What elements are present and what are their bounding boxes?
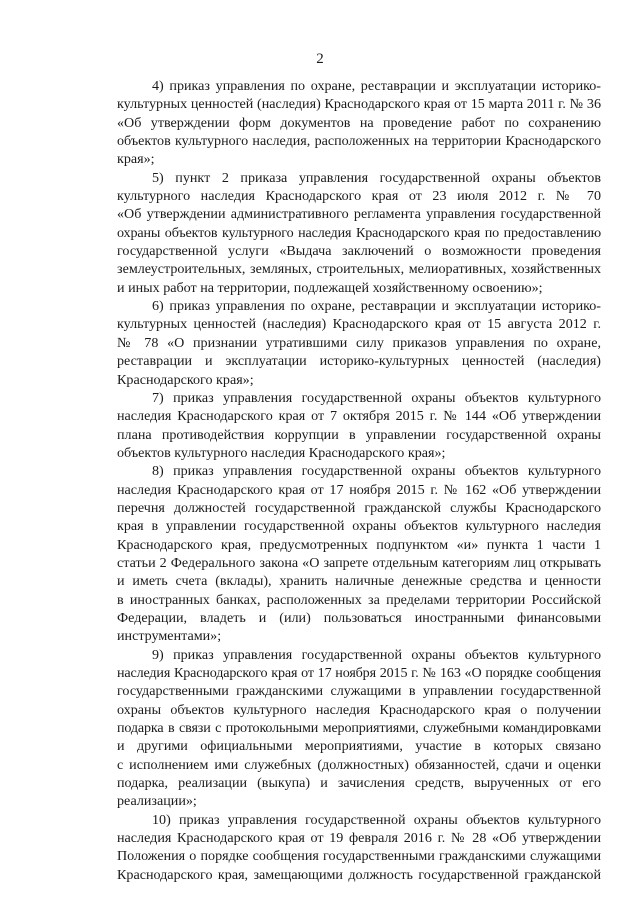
text-line: наследия Краснодарского края от 7 октября 2015 г. № 144 «Об утверждении <box>117 408 601 425</box>
text-line: инструментами»; <box>117 628 222 645</box>
text-line: «Об утверждении административного регламента управления государственной <box>117 206 601 223</box>
paragraph-first-line: 8) приказ управления государственной охраны объектов культурного <box>152 463 601 480</box>
text-line: плана противодействия коррупции в управлении государственной охраны <box>117 426 601 443</box>
text-line: Краснодарского края»; <box>117 371 254 388</box>
text-line: и иных работ на территории, подлежащей хозяйственному освоению»; <box>117 279 543 296</box>
text-line: наследия Краснодарского края от 17 ноября 2015 г. № 163 «О порядке сообщения <box>117 665 601 681</box>
document-body <box>117 77 601 884</box>
text-line: культурных ценностей (наследия) Краснодарского края от 15 марта 2011 г. № 36 <box>117 96 601 113</box>
paragraph-first-line: 5) пункт 2 приказа управления государственной охраны объектов <box>152 169 601 186</box>
text-line: наследия Краснодарского края от 17 ноября 2015 г. № 162 «Об утверждении <box>117 481 601 498</box>
text-line: края»; <box>117 151 155 168</box>
text-line: «Об утверждении форм документов на проведение работ по сохранению <box>117 114 601 131</box>
text-line: перечня должностей государственной гражданской службы Краснодарского <box>117 499 601 516</box>
text-line: края в управлении государственной охраны объектов культурного наследия <box>117 518 601 535</box>
text-line: № 78 «О признании утратившими силу приказов управления по охране, <box>117 334 601 351</box>
text-line: реализации»; <box>117 793 197 810</box>
text-line: государственной услуги «Выдача заключений о возможности проведения <box>117 243 601 260</box>
paragraph-first-line: 10) приказ управления государственной охраны объектов культурного <box>152 811 601 828</box>
text-line: и иметь счета (вклады), хранить наличные денежные средства и ценности <box>117 573 601 590</box>
text-line: реставрации и эксплуатации историко-культурных ценностей (наследия) <box>117 353 601 370</box>
text-line: объектов культурного наследия Краснодарского края»; <box>117 444 446 461</box>
text-line: подарка, реализации (выкупа) и зачисления средств, вырученных от его <box>117 775 601 792</box>
text-line: землеустроительных, земляных, строительных, мелиоративных, хозяйственных <box>117 261 601 278</box>
paragraph-first-line: 9) приказ управления государственной охраны объектов культурного <box>152 646 601 663</box>
text-line: с исполнением ими служебных (должностных) обязанностей, сдачи и оценки <box>117 756 601 773</box>
text-line: и другими официальными мероприятиями, участие в которых связано <box>117 738 601 755</box>
text-line: статьи 2 Федерального закона «О запрете отдельным категориям лиц открывать <box>117 554 601 571</box>
text-line: в иностранных банках, расположенных за пределами территории Российской <box>117 591 601 608</box>
page-number: 2 <box>316 51 324 67</box>
text-line: наследия Краснодарского края от 19 февраля 2016 г. № 28 «Об утверждении <box>117 830 601 847</box>
paragraph-first-line: 4) приказ управления по охране, реставрации и эксплуатации историко- <box>152 78 601 94</box>
text-line: государственными гражданскими служащими в управлении государственной <box>117 683 601 700</box>
text-line: культурных ценностей (наследия) Краснодарского края от 15 августа 2012 г. <box>117 316 601 333</box>
text-line: культурного наследия Краснодарского края от 23 июля 2012 г. № 70 <box>117 188 601 205</box>
text-line: объектов культурного наследия, расположенных на территории Краснодарского <box>117 133 601 150</box>
text-line: Краснодарского края, предусмотренных подпунктом «и» пункта 1 части 1 <box>117 536 601 553</box>
text-line: подарка в связи с протокольными мероприятиями, служебными командировками <box>117 720 601 737</box>
text-line: Положения о порядке сообщения государственными гражданскими служащими <box>117 848 601 865</box>
text-line: охраны объектов культурного наследия Краснодарского края о получении <box>117 701 601 718</box>
text-line: охраны объектов культурного наследия Краснодарского края по предоставлению <box>117 224 601 241</box>
text-line: Федерации, владеть и (или) пользоваться иностранными финансовыми <box>117 609 601 626</box>
paragraph-first-line: 6) приказ управления по охране, реставрации и эксплуатации историко- <box>152 298 601 315</box>
text-line: Краснодарского края, замещающими должность государственной гражданской <box>117 866 601 883</box>
paragraph-first-line: 7) приказ управления государственной охраны объектов культурного <box>152 389 601 406</box>
